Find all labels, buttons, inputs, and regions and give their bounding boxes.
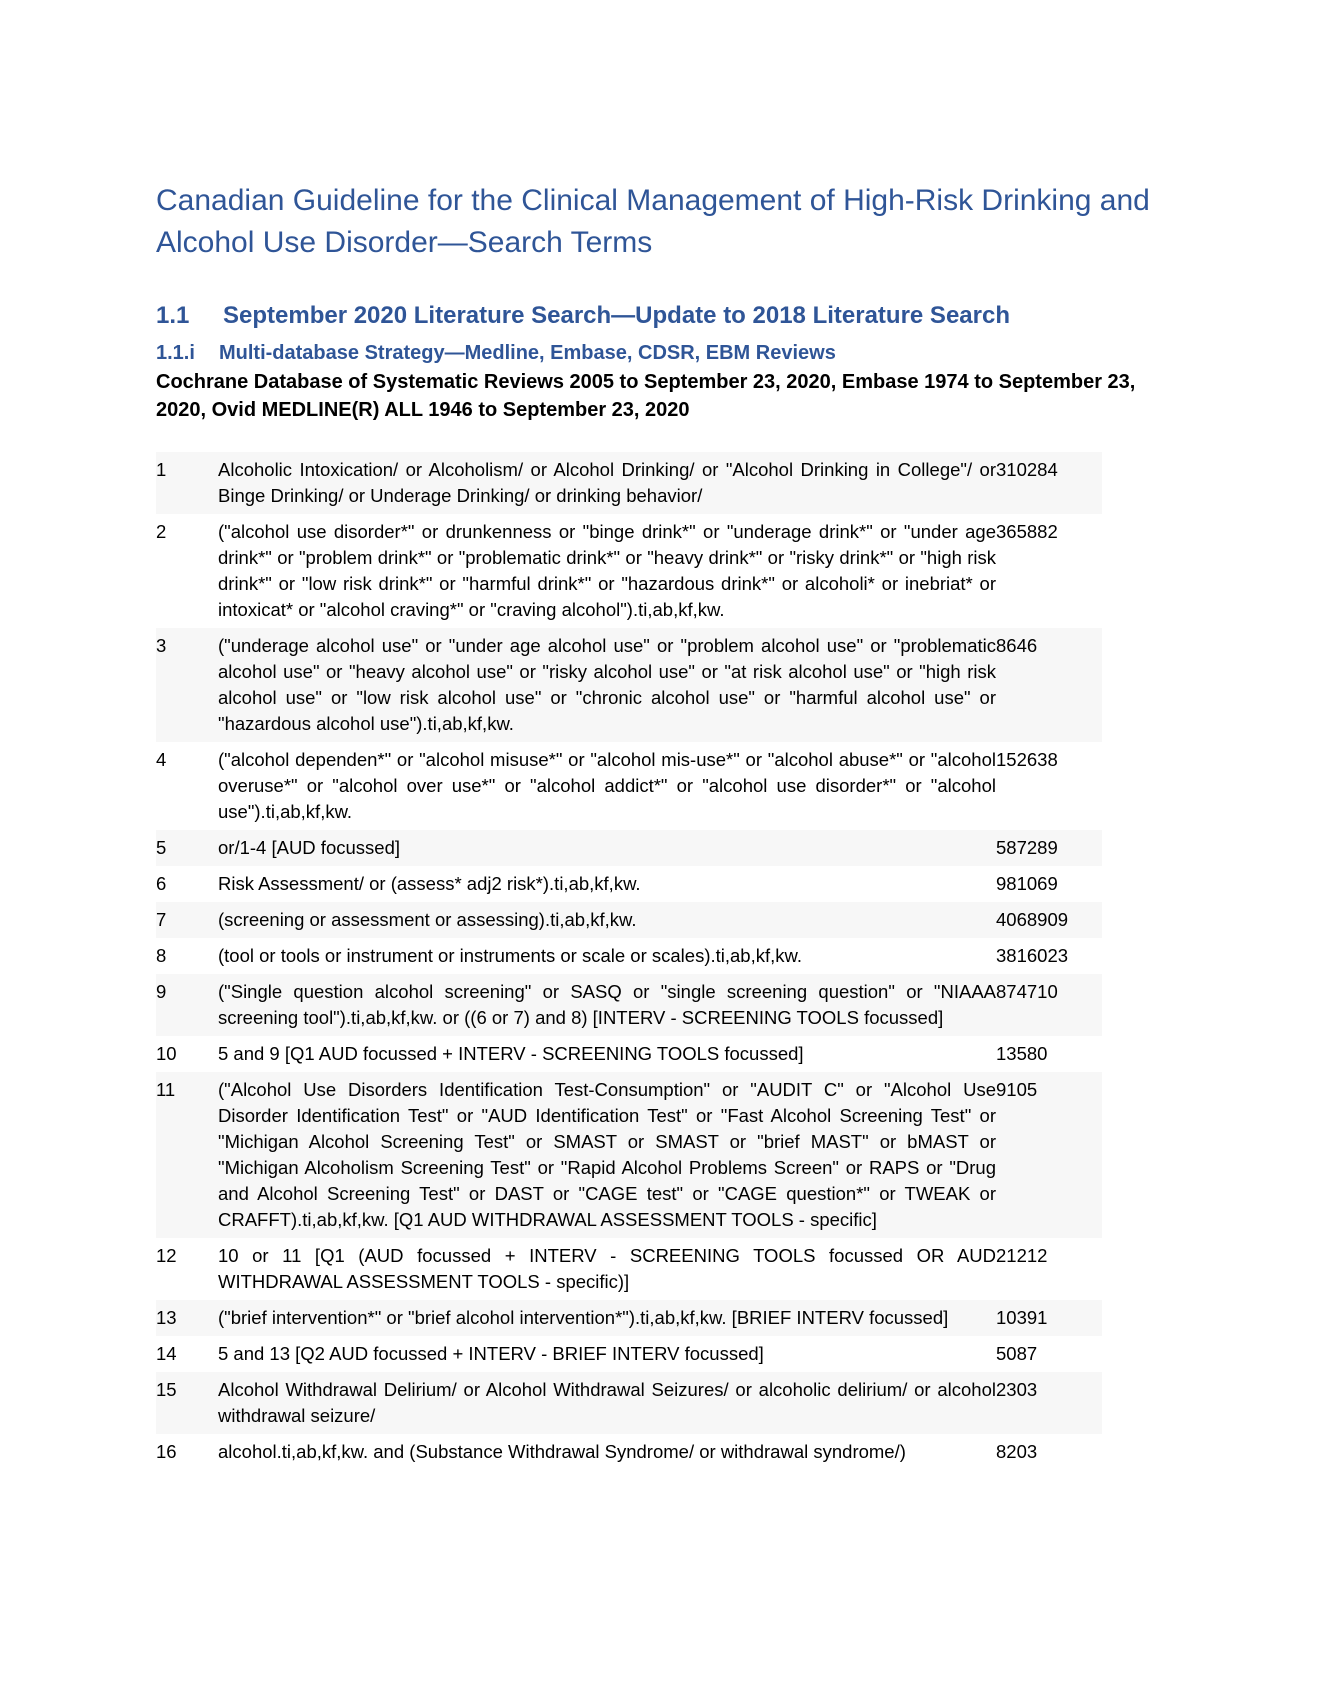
line-number: 1 <box>156 452 218 514</box>
result-count: 13580 <box>996 1043 1048 1064</box>
table-row <box>156 1372 1102 1434</box>
table-row <box>156 902 1102 938</box>
result-count: 8203 <box>996 1441 1038 1462</box>
search-query: ("Alcohol Use Disorders Identification Test-Consumption" or "AUDIT C" or "Alcohol Use Disorder Identification Test" or "AUD Identification Test" or "Fast Alcohol Screening Test" or "Michigan Alcohol Screening Test" or SMAST or SMAST or "brief MAST" or bMAST or "Michigan Alcoholism Screening Test" or "Rapid Alcohol Problems Screen" or RAPS or "Drug and Alcohol Screening Test" or DAST or "CAGE test" or "CAGE question*" or TWEAK or CRAFFT).ti,ab,kf,kw. [Q1 AUD WITHDRAWAL ASSESSMENT TOOLS - specific] <box>218 1072 996 1238</box>
table-row <box>156 938 1102 974</box>
table-row <box>156 1300 1102 1336</box>
result-count: 5087 <box>996 1343 1038 1364</box>
table-row <box>156 628 1102 742</box>
table-row <box>156 1036 1102 1072</box>
line-number: 9 <box>156 974 218 1036</box>
table-row <box>156 742 1102 830</box>
line-number: 12 <box>156 1245 177 1266</box>
result-count: 9105 <box>996 1072 1102 1238</box>
table-row <box>156 1434 1102 1470</box>
section-heading <box>156 300 1196 332</box>
subsection-heading <box>156 340 1196 366</box>
search-query: alcohol.ti,ab,kf,kw. and (Substance Withdrawal Syndrome/ or withdrawal syndrome/) <box>218 1441 906 1462</box>
line-number: 8 <box>156 945 167 966</box>
search-query: 10 or 11 [Q1 (AUD focussed + INTERV - SCREENING TOOLS focussed OR AUD WITHDRAWAL ASSESSMENT TOOLS - specific)] <box>218 1245 996 1292</box>
subsection-number: 1.1.i <box>156 342 195 364</box>
section-number: 1.1 <box>156 302 190 329</box>
search-query: ("Single question alcohol screening" or SASQ or "single screening question" or "NIAAA screening tool").ti,ab,kf,kw. or ((6 or 7) and 8) [INTERV - SCREENING TOOLS focussed] <box>218 974 996 1036</box>
search-query: (tool or tools or instrument or instruments or scale or scales).ti,ab,kf,kw. <box>218 945 802 966</box>
table-row <box>156 866 1102 902</box>
search-query: or/1-4 [AUD focussed] <box>218 830 996 866</box>
line-number: 5 <box>156 830 218 866</box>
result-count: 152638 <box>996 749 1058 770</box>
line-number: 16 <box>156 1441 177 1462</box>
result-count: 4068909 <box>996 902 1102 938</box>
line-number: 7 <box>156 902 218 938</box>
document-title: Canadian Guideline for the Clinical Management of High-Risk Drinking and Alcohol Use Disorder—Search Terms <box>156 184 1150 259</box>
line-number: 13 <box>156 1300 218 1336</box>
line-number: 14 <box>156 1343 177 1364</box>
table-row <box>156 1072 1102 1238</box>
result-count: 8646 <box>996 628 1102 742</box>
table-row <box>156 1336 1102 1372</box>
result-count: 874710 <box>996 974 1102 1036</box>
result-count: 310284 <box>996 452 1102 514</box>
search-query: Alcoholic Intoxication/ or Alcoholism/ or Alcohol Drinking/ or "Alcohol Drinking in College"/ or Binge Drinking/ or Underage Drinking/ or drinking behavior/ <box>218 452 996 514</box>
result-count: 21212 <box>996 1245 1048 1266</box>
database-list: Cochrane Database of Systematic Reviews 2005 to September 23, 2020, Embase 1974 to September 23, 2020, Ovid MEDLINE(R) ALL 1946 to September 23, 2020 <box>156 371 1136 421</box>
search-query: ("underage alcohol use" or "under age alcohol use" or "problem alcohol use" or "problematic alcohol use" or "heavy alcohol use" or "risky alcohol use" or "at risk alcohol use" or "high risk alcohol use" or "low risk alcohol use" or "chronic alcohol use" or "harmful alcohol use" or "hazardous alcohol use").ti,ab,kf,kw. <box>218 628 996 742</box>
search-query: Alcohol Withdrawal Delirium/ or Alcohol Withdrawal Seizures/ or alcoholic delirium/ or alcohol withdrawal seizure/ <box>218 1372 996 1434</box>
search-query: Risk Assessment/ or (assess* adj2 risk*).ti,ab,kf,kw. <box>218 873 641 894</box>
line-number: 11 <box>156 1072 218 1238</box>
table-row <box>156 974 1102 1036</box>
search-query: ("brief intervention*" or "brief alcohol intervention*").ti,ab,kf,kw. [BRIEF INTERV focussed] <box>218 1300 996 1336</box>
table-row <box>156 514 1102 628</box>
table-row <box>156 830 1102 866</box>
search-strategy-body <box>156 452 1102 1470</box>
line-number: 4 <box>156 749 167 770</box>
result-count: 2303 <box>996 1372 1102 1434</box>
search-query: 5 and 13 [Q2 AUD focussed + INTERV - BRIEF INTERV focussed] <box>218 1343 764 1364</box>
search-query: ("alcohol use disorder*" or drunkenness or "binge drink*" or "underage drink*" or "under age drink*" or "problem drink*" or "problematic drink*" or "heavy drink*" or "risky drink*" or "high risk drink*" or "low risk drink*" or "harmful drink*" or "hazardous drink*" or alcoholi* or inebriat* or intoxicat* or "alcohol craving*" or "craving alcohol").ti,ab,kf,kw. <box>218 521 996 620</box>
result-count: 3816023 <box>996 945 1069 966</box>
table-row <box>156 452 1102 514</box>
search-query: 5 and 9 [Q1 AUD focussed + INTERV - SCREENING TOOLS focussed] <box>218 1043 804 1064</box>
subsection-title: Multi-database Strategy—Medline, Embase, CDSR, EBM Reviews <box>219 342 836 364</box>
search-query: ("alcohol dependen*" or "alcohol misuse*" or "alcohol mis-use*" or "alcohol abuse*" or "alcohol overuse*" or "alcohol over use*" or "alcohol addict*" or "alcohol use disorder*" or "alcohol use").ti,ab,kf,kw. <box>218 749 996 822</box>
result-count: 587289 <box>996 830 1102 866</box>
line-number: 6 <box>156 873 167 894</box>
line-number: 15 <box>156 1372 218 1434</box>
result-count: 10391 <box>996 1300 1102 1336</box>
line-number: 10 <box>156 1043 177 1064</box>
section-title: September 2020 Literature Search—Update to 2018 Literature Search <box>223 302 1010 329</box>
search-query: (screening or assessment or assessing).ti,ab,kf,kw. <box>218 902 996 938</box>
line-number: 2 <box>156 521 167 542</box>
result-count: 981069 <box>996 873 1058 894</box>
search-strategy-table <box>156 452 1102 1470</box>
table-row <box>156 1238 1102 1300</box>
line-number: 3 <box>156 628 218 742</box>
result-count: 365882 <box>996 521 1058 542</box>
